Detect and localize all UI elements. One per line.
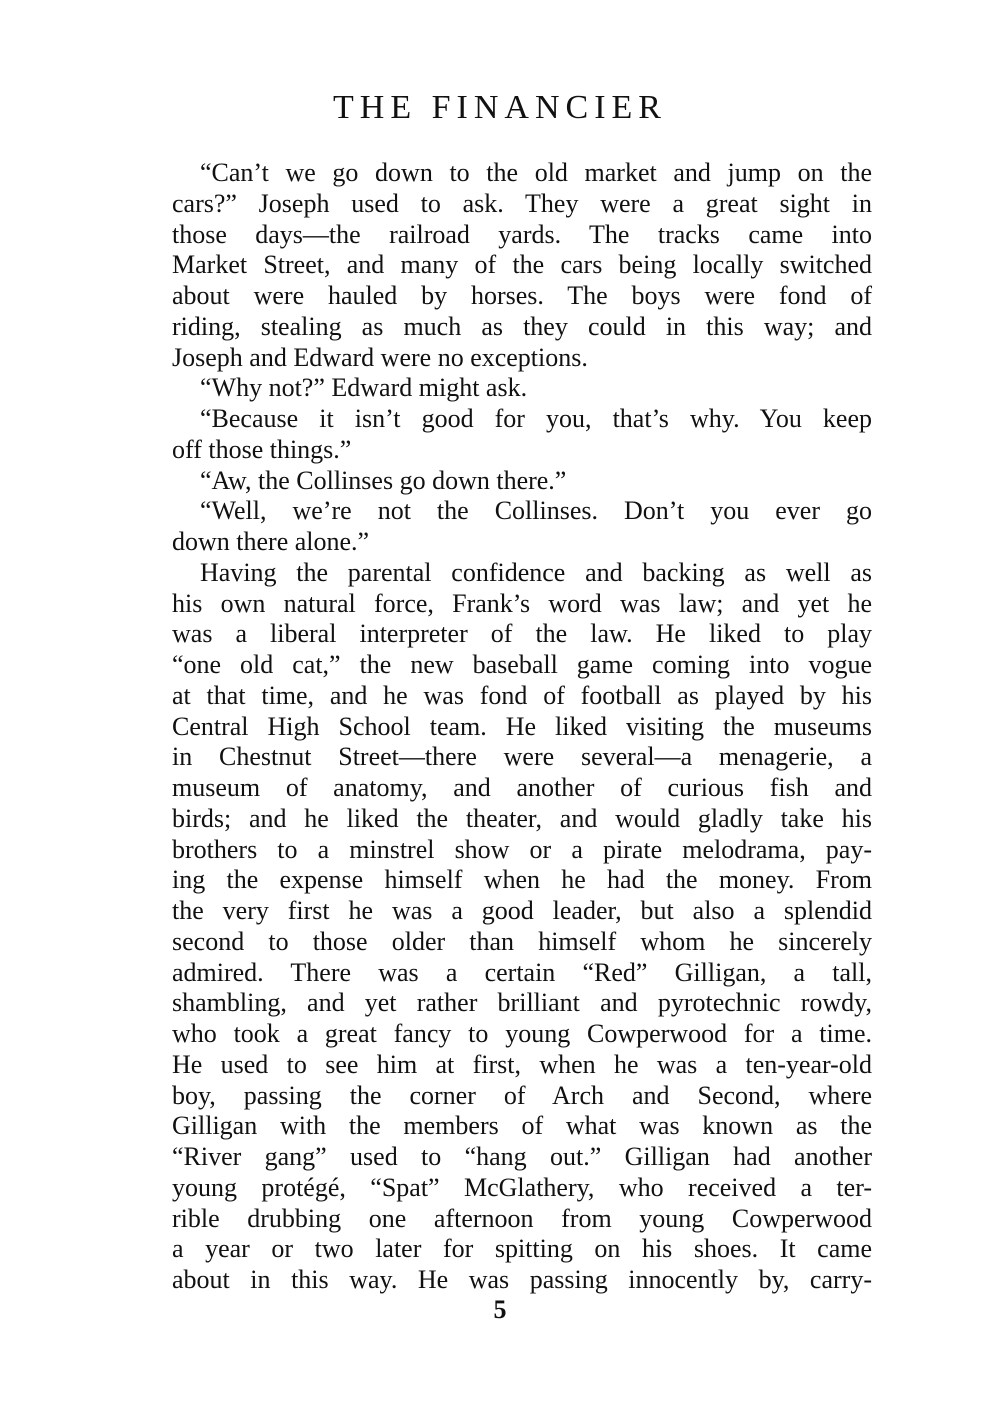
line-text: who took a great fancy to young Cowperwood for a time. — [172, 1019, 872, 1048]
line-text: brothers to a minstrel show or a pirate melodrama, pay- — [172, 834, 872, 864]
line-text: off those things.” — [172, 434, 352, 464]
text-line — [172, 1173, 872, 1204]
line-text: about were hauled by horses. The boys were fond of — [172, 281, 872, 310]
text-line — [172, 1234, 872, 1265]
line-text: Gilligan with the members of what was known as the — [172, 1111, 872, 1141]
line-text: down there alone.” — [172, 527, 370, 556]
line-text: Joseph and Edward were no exceptions. — [172, 342, 588, 372]
line-text: second to those older than himself whom he sincerely — [172, 926, 872, 956]
text-line — [172, 1111, 872, 1142]
text-line — [172, 742, 872, 773]
text-line — [172, 466, 872, 497]
text-line — [172, 220, 872, 251]
line-text: “Well, we’re not the Collinses. Don’t you ever go — [200, 496, 872, 526]
text-line — [172, 281, 872, 312]
text-line — [172, 712, 872, 743]
line-text: in Chestnut Street—there were several—a menagerie, a — [172, 742, 872, 772]
line-text: rible drubbing one afternoon from young Cowperwood — [172, 1203, 872, 1233]
text-line — [172, 650, 872, 681]
text-line — [172, 1019, 872, 1050]
text-line — [172, 558, 872, 589]
text-line — [172, 527, 872, 558]
line-text: admired. There was a certain “Red” Gilligan, a tall, — [172, 957, 872, 987]
text-line — [172, 865, 872, 896]
line-text: his own natural force, Frank’s word was law; and yet he — [172, 588, 872, 618]
line-text: boy, passing the corner of Arch and Second, where — [172, 1080, 872, 1110]
text-line — [172, 189, 872, 220]
line-text: He used to see him at first, when he was a ten-year-old — [172, 1049, 872, 1079]
text-line — [172, 927, 872, 958]
line-text: birds; and he liked the theater, and would gladly take his — [172, 803, 872, 833]
line-text: museum of anatomy, and another of curious fish and — [172, 773, 872, 802]
text-line — [172, 158, 872, 189]
text-line — [172, 343, 872, 374]
text-line — [172, 619, 872, 650]
text-line — [172, 681, 872, 712]
line-text: “River gang” used to “hang out.” Gilligan had another — [172, 1142, 872, 1171]
line-text: a year or two later for spitting on his shoes. It came — [172, 1234, 872, 1264]
text-line — [172, 589, 872, 620]
text-line — [172, 435, 872, 466]
text-line — [172, 988, 872, 1019]
text-line — [172, 896, 872, 927]
page-number: 5 — [493, 1295, 507, 1324]
text-line — [172, 496, 872, 527]
text-line — [172, 1265, 872, 1296]
line-text: “one old cat,” the new baseball game coming into vogue — [172, 650, 872, 679]
text-line — [172, 373, 872, 404]
running-title: THE FINANCIER — [333, 89, 667, 126]
line-text: ing the expense himself when he had the money. From — [172, 865, 872, 895]
line-text: “Because it isn’t good for you, that’s why. You keep — [200, 404, 872, 433]
line-text: young protégé, “Spat” McGlathery, who received a ter- — [172, 1172, 872, 1202]
text-line — [172, 958, 872, 989]
text-line — [172, 1050, 872, 1081]
line-text: “Can’t we go down to the old market and jump on the — [200, 158, 872, 187]
text-line — [172, 804, 872, 835]
line-text: riding, stealing as much as they could in this way; and — [172, 311, 872, 341]
text-line — [172, 1142, 872, 1173]
line-text: “Why not?” Edward might ask. — [200, 373, 528, 403]
line-text: the very first he was a good leader, but also a splendid — [172, 896, 872, 925]
line-text: Having the parental confidence and backing as well as — [200, 557, 872, 587]
line-text: Market Street, and many of the cars being locally switched — [172, 250, 872, 280]
text-line — [172, 835, 872, 866]
text-line — [172, 1081, 872, 1112]
text-line — [172, 773, 872, 804]
text-line — [172, 312, 872, 343]
line-text: at that time, and he was fond of football as played by his — [172, 680, 872, 710]
line-text: Central High School team. He liked visiting the museums — [172, 711, 872, 741]
line-text: those days—the railroad yards. The tracks came into — [172, 219, 872, 249]
text-line — [172, 1204, 872, 1235]
line-text: was a liberal interpreter of the law. He liked to play — [172, 619, 872, 649]
line-text: “Aw, the Collinses go down there.” — [200, 465, 567, 495]
text-line — [172, 404, 872, 435]
line-text: cars?” Joseph used to ask. They were a great sight in — [172, 188, 872, 218]
line-text: shambling, and yet rather brilliant and pyrotechnic rowdy, — [172, 988, 872, 1018]
text-line — [172, 250, 872, 281]
line-text: about in this way. He was passing innocently by, carry- — [172, 1265, 872, 1294]
body-text — [172, 158, 872, 1296]
